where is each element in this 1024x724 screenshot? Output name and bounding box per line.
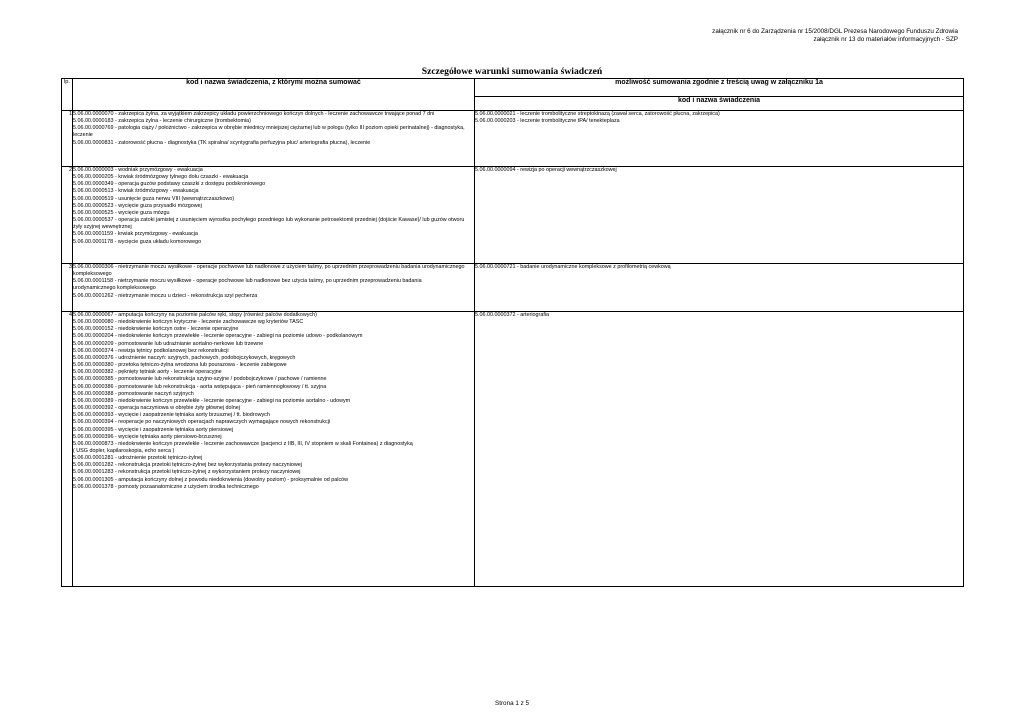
code-line: 5.06.00.0000831 - zatorowość płucna - diagnostyka (TK spiralna/ scyntygrafia perfuzyjna płuc/ arteriografia płucna), leczenie	[73, 139, 371, 146]
code-line: 5.06.00.0000349 - operacja guzów podstawy czaszki z dostępu podskroniowego	[73, 181, 266, 188]
code-line: 5.06.00.0001305 - amputacja kończyny dolnej z powodu niedokrwienia (dowolny poziom) - proksymalnie od palców	[73, 476, 349, 483]
code-line: 5.06.00.0000205 - krwiak śródmózgowy tylnego dołu czaszki - ewakuacja	[73, 174, 249, 181]
possible-code-line: 5.06.00.0000203 - leczenie trombolityczne tPA/ tenekteplaza	[475, 118, 620, 125]
header-codes: kod i nazwa świadczenia, z którymi można sumować	[73, 79, 475, 111]
code-line: 5.06.00.0000525 - wycięcie guza mózgu	[73, 209, 170, 216]
code-line: 5.06.00.0000769 - patologia ciąży / położnictwo - zakrzepica w obrębie miednicy mniejszej ciężarnej lub w połogu (tylko III poziom opieki perinatalnej) - diagnostyka,	[73, 125, 465, 132]
codes-cell	[73, 264, 475, 312]
possible-summation-cell	[475, 111, 964, 167]
code-line: ( USG dopler, kapilaroskopia, echo serca )	[73, 447, 175, 454]
table-row	[62, 264, 964, 312]
table-row	[62, 312, 964, 587]
code-line: żyły szyjnej wewnętrznej	[73, 224, 132, 231]
code-line: 5.06.00.0000394 - reoperacje po naczyniowych operacjach naprawczych wymagające nowych rekonstrukcji	[73, 419, 331, 426]
row-number: 2	[62, 167, 73, 264]
code-line: 5.06.00.0000204 - niedokrwienie kończyn przewlekłe - leczenie operacyjne - zabiegi na poziomie udowo - podkolanowym	[73, 333, 363, 340]
code-line: 5.06.00.0000374 - rewizja tętnicy podkolanowej bez rekonstrukcji	[73, 347, 229, 354]
code-line: 5.06.00.0000385 - pomostowanie lub rekonstrukcja szyjno-szyjne / podobojczykowe / pachowe / ramienne	[73, 376, 327, 383]
code-line: 5.06.00.0001283 - rekonstrukcja przetoki tętniczo-żylnej z wykorzystaniem protezy naczyniowej	[73, 469, 301, 476]
code-line: 5.06.00.0000070 - zakrzepica żylna, za wyjątkiem zakrzepicy układu powierzchniowego kończyn dolnych - leczenie zachowawcze trwające ponad 7 dni	[73, 111, 435, 117]
attachment-note-line-2: załącznik nr 13 do materiałów informacyjnych - SZP	[813, 36, 958, 43]
document-title: Szczegółowe warunki sumowania świadczeń	[421, 66, 603, 77]
code-line: 5.06.00.0000376 - udrożnienie naczyń: szyjnych, pachowych, podobojczykowych, kręgowych	[73, 354, 296, 361]
code-line: 5.06.00.0000067 - amputacja kończyny na poziomie palców ręki, stopy (również palców dodatkowych)	[73, 312, 317, 318]
code-line: 5.06.00.0000380 - przetoka tętniczo-żylna wrodzona lub pourazowa - leczenie zabiegowe	[73, 362, 287, 369]
codes-cell	[73, 312, 475, 587]
possible-summation-cell	[475, 264, 964, 312]
code-line: 5.06.00.0000382 - pęknięty tętniak aorty - leczenie operacyjne	[73, 369, 222, 376]
code-line: 5.06.00.0000152 - niedokrwienie kończyn ostre - leczenie operacyjne	[73, 326, 239, 333]
possible-code-line: 5.06.00.0000721 - badanie urodynamiczne kompleksowe z profilometrią cewkową	[475, 264, 671, 270]
codes-cell	[73, 111, 475, 167]
code-line: 5.06.00.0000209 - pomostowanie lub udrażnianie aortalno-nerkowe lub trzewne	[73, 340, 264, 347]
possible-code-line: 5.06.00.0000094 - rewizja po operacji wewnątrzczaszkowej	[475, 167, 617, 173]
code-line: 5.06.00.0000537 - operacja zatoki jamistej z usunięciem wyrostka pochyłego przedniego lub wykonanie petrosektomii przedniej (dojście Kawase)/ lub guzów otworu	[73, 217, 465, 224]
attachment-note-line-1: załącznik nr 6 do Zarządzenia nr 15/2008/DGL Prezesa Narodowego Funduszu Zdrowia	[712, 28, 958, 35]
row-number: 1	[62, 111, 73, 167]
page-number: Strona 1 z 5	[495, 700, 529, 707]
header-possible-summation: możliwość sumowania zgodnie z treścią uwag w załączniku 1a	[475, 79, 964, 97]
possible-code-line: 5.06.00.0000021 - leczenie trombolityczne streptokinazą (zawał serca, zatorowość płucna, zakrzepica)	[475, 111, 720, 117]
code-line: 5.06.00.0001158 - nietrzymanie moczu wysiłkowe - operacje pochwowe lub nadłonowe bez użycia taśmy, po uprzednim przeprowadzeniu badania	[73, 278, 422, 285]
summation-conditions-table	[61, 78, 964, 587]
code-line: 5.06.00.0000519 - usunięcie guza nerwu VIII (wewnątrzczaszkowo)	[73, 195, 235, 202]
header-possible-code-name: kod i nazwa świadczenia	[475, 97, 964, 111]
code-line: 5.06.00.0001378 - pomosty pozaanatomiczne z użyciem środka technicznego	[73, 483, 259, 490]
possible-summation-cell	[475, 312, 964, 587]
code-line: 5.06.00.0000513 - krwiak śródmózgowy - ewakuacja	[73, 188, 199, 195]
code-line: 5.06.00.0001178 - wycięcie guza układu komorowego	[73, 238, 202, 245]
attachment-note	[712, 28, 958, 44]
code-line: urodynamicznego kompleksowego	[73, 285, 156, 292]
row-number: 4	[62, 312, 73, 587]
code-line: 5.06.00.0000388 - pomostowanie naczyń szyjnych	[73, 390, 194, 397]
code-line: 5.06.00.0001262 - nietrzymanie moczu u dzieci - rekonstrukcja szyi pęcherza	[73, 292, 258, 299]
code-line: 5.06.00.0000306 - nietrzymanie moczu wysiłkowe - operacje pochwowe lub nadłonowe z użyciem taśmy, po uprzednim przeprowadzeniu badania urodynamicznego	[73, 264, 465, 270]
code-line: 5.06.00.0000523 - wycięcie guza przysadki mózgowej	[73, 202, 202, 209]
code-line: 5.06.00.0000873 - niedokrwienie kończyn przewlekłe - leczenie zachowawcze (pacjenci z IIB, III, IV stopniem w skali Fontainea) z diagnostyką	[73, 440, 413, 447]
code-line: 5.06.00.0001282 - rekonstrukcja przetoki tętniczo-żylnej bez wykorzystania protezy naczyniowej	[73, 462, 302, 469]
table-row	[62, 111, 964, 167]
code-line: leczenie	[73, 132, 93, 139]
header-lp: lp.	[62, 79, 73, 111]
code-line: 5.06.00.0000396 - wycięcie tętniaka aorty piersiowo-brzusznej	[73, 433, 222, 440]
codes-cell	[73, 167, 475, 264]
code-line: 5.06.00.0000392 - operacja naczyniowa w obrębie żyły głównej dolnej	[73, 405, 240, 412]
code-line: kompleksowego	[73, 271, 112, 278]
code-line: 5.06.00.0000003 - wodniak przymózgowy - ewakuacja	[73, 167, 203, 173]
possible-code-line: 5.06.00.0000372 - arteriografia	[475, 312, 550, 318]
code-line: 5.06.00.0000183 - zakrzepica żylna - leczenie chirurgiczne (trombektomia)	[73, 118, 251, 125]
code-line: 5.06.00.0000395 - wycięcie i zaopatrzenie tętniaka aorty piersiowej	[73, 426, 234, 433]
table-body	[62, 111, 964, 587]
code-line: 5.06.00.0001159 - krwiak przymózgowy - ewakuacja	[73, 231, 198, 238]
possible-summation-cell	[475, 167, 964, 264]
table-row	[62, 167, 964, 264]
code-line: 5.06.00.0001281 - udrożnienie przetoki tętniczo-żylnej	[73, 455, 203, 462]
code-line: 5.06.00.0000386 - pomostowanie lub rekonstrukcja - aorta wstępująca - pień ramiennogłowowy / tt. szyjna	[73, 383, 327, 390]
code-line: 5.06.00.0000080 - niedokrwienie kończyn krytyczne - leczenie zachowawcze wg kryteriów TASC	[73, 319, 304, 326]
row-number: 3	[62, 264, 73, 312]
code-line: 5.06.00.0000389 - niedokrwienie kończyn przewlekłe - leczenie operacyjne - zabiegi na poziomie aortalno - udowym	[73, 397, 351, 404]
code-line: 5.06.00.0000393 - wycięcie i zaopatrzenie tętniaka aorty brzusznej / tt. biodrowych	[73, 412, 270, 419]
